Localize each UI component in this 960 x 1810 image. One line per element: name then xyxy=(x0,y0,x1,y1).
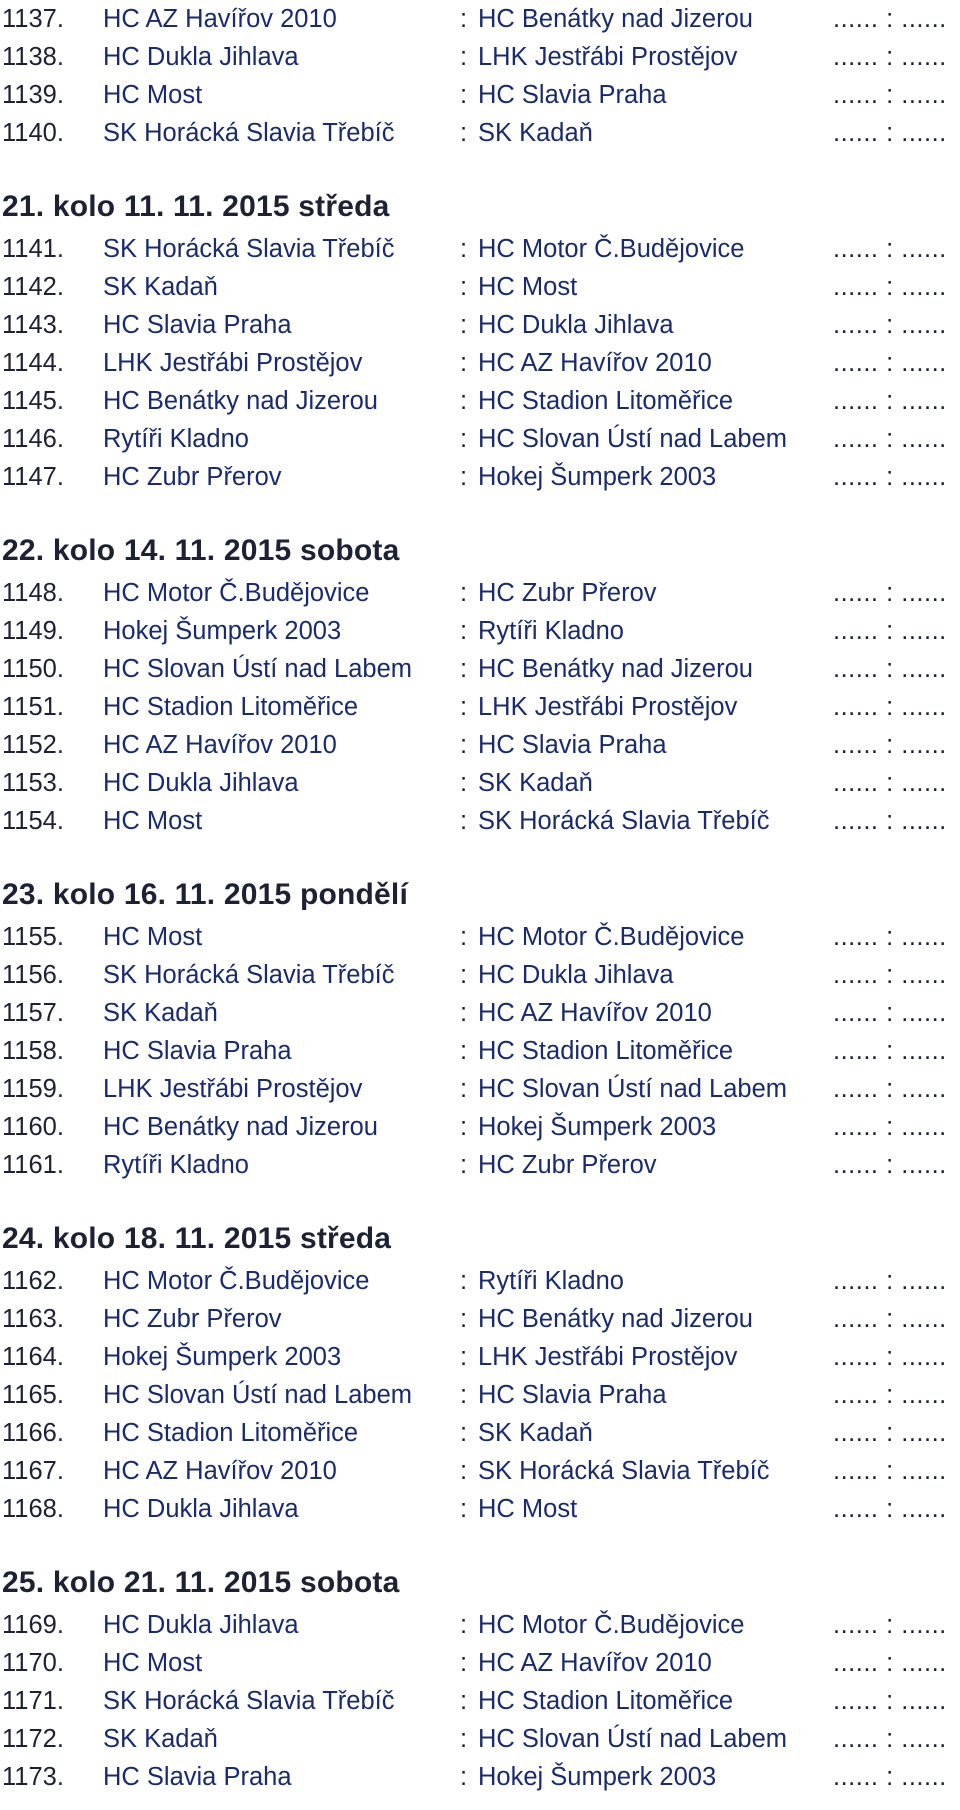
versus-separator: : xyxy=(460,1037,468,1065)
home-team: HC Dukla Jihlava xyxy=(103,769,299,797)
home-team: HC Dukla Jihlava xyxy=(103,43,299,71)
versus-separator: : xyxy=(460,1305,468,1333)
match-row xyxy=(0,76,960,114)
away-team: HC Motor Č.Budějovice xyxy=(478,1611,745,1639)
away-team: SK Horácká Slavia Třebíč xyxy=(478,807,770,835)
score-placeholder: ...... : ...... xyxy=(833,1151,947,1179)
away-team: Hokej Šumperk 2003 xyxy=(478,1763,717,1791)
home-team: HC AZ Havířov 2010 xyxy=(103,5,337,33)
match-number: 1153. xyxy=(2,769,64,797)
match-row xyxy=(0,764,960,802)
match-row xyxy=(0,306,960,344)
match-row xyxy=(0,1682,960,1720)
match-row xyxy=(0,574,960,612)
home-team: HC Motor Č.Budějovice xyxy=(103,1267,370,1295)
match-number: 1164. xyxy=(2,1343,64,1371)
score-placeholder: ...... : ...... xyxy=(833,1075,947,1103)
match-row xyxy=(0,1758,960,1796)
score-placeholder: ...... : ...... xyxy=(833,1381,947,1409)
versus-separator: : xyxy=(460,1419,468,1447)
match-number: 1146. xyxy=(2,425,64,453)
score-placeholder: ...... : ...... xyxy=(833,1113,947,1141)
versus-separator: : xyxy=(460,1687,468,1715)
match-number: 1165. xyxy=(2,1381,64,1409)
versus-separator: : xyxy=(460,999,468,1027)
match-number: 1173. xyxy=(2,1763,64,1791)
round-section xyxy=(0,528,960,840)
section-spacer xyxy=(0,496,960,528)
versus-separator: : xyxy=(460,579,468,607)
match-number: 1140. xyxy=(2,119,64,147)
match-row xyxy=(0,0,960,38)
away-team: HC Zubr Přerov xyxy=(478,579,657,607)
away-team: HC Most xyxy=(478,1495,578,1523)
home-team: SK Kadaň xyxy=(103,273,218,301)
score-placeholder: ...... : ...... xyxy=(833,349,947,377)
match-row xyxy=(0,956,960,994)
away-team: HC Benátky nad Jizerou xyxy=(478,1305,753,1333)
round-section xyxy=(0,1560,960,1796)
round-section xyxy=(0,872,960,1184)
away-team: HC Benátky nad Jizerou xyxy=(478,655,753,683)
versus-separator: : xyxy=(460,5,468,33)
away-team: LHK Jestřábi Prostějov xyxy=(478,693,738,721)
away-team: HC Slovan Ústí nad Labem xyxy=(478,425,787,453)
match-number: 1158. xyxy=(2,1037,64,1065)
match-row xyxy=(0,230,960,268)
home-team: HC Slavia Praha xyxy=(103,311,292,339)
away-team: Rytíři Kladno xyxy=(478,617,624,645)
match-row xyxy=(0,382,960,420)
match-row xyxy=(0,1376,960,1414)
home-team: HC Most xyxy=(103,923,203,951)
match-number: 1144. xyxy=(2,349,64,377)
round-heading xyxy=(0,1560,960,1606)
match-row xyxy=(0,650,960,688)
match-number: 1168. xyxy=(2,1495,64,1523)
match-row xyxy=(0,1720,960,1758)
home-team: HC Dukla Jihlava xyxy=(103,1495,299,1523)
score-placeholder: ...... : ...... xyxy=(833,961,947,989)
versus-separator: : xyxy=(460,463,468,491)
match-row xyxy=(0,420,960,458)
home-team: HC Benátky nad Jizerou xyxy=(103,1113,378,1141)
away-team: HC Stadion Litoměřice xyxy=(478,1037,734,1065)
match-row xyxy=(0,612,960,650)
match-number: 1170. xyxy=(2,1649,64,1677)
match-number: 1166. xyxy=(2,1419,64,1447)
score-placeholder: ...... : ...... xyxy=(833,1267,947,1295)
versus-separator: : xyxy=(460,1457,468,1485)
score-placeholder: ...... : ...... xyxy=(833,1763,947,1791)
away-team: HC Stadion Litoměřice xyxy=(478,387,734,415)
match-row xyxy=(0,1490,960,1528)
home-team: HC Stadion Litoměřice xyxy=(103,693,359,721)
score-placeholder: ...... : ...... xyxy=(833,1611,947,1639)
match-number: 1162. xyxy=(2,1267,64,1295)
away-team: LHK Jestřábi Prostějov xyxy=(478,1343,738,1371)
versus-separator: : xyxy=(460,1763,468,1791)
home-team: Hokej Šumperk 2003 xyxy=(103,1343,342,1371)
match-list xyxy=(0,1606,960,1796)
match-list xyxy=(0,0,960,152)
versus-separator: : xyxy=(460,1343,468,1371)
score-placeholder: ...... : ...... xyxy=(833,579,947,607)
versus-separator: : xyxy=(460,807,468,835)
match-row xyxy=(0,1108,960,1146)
match-number: 1154. xyxy=(2,807,64,835)
score-placeholder: ...... : ...... xyxy=(833,1343,947,1371)
round-heading xyxy=(0,528,960,574)
score-placeholder: ...... : ...... xyxy=(833,923,947,951)
versus-separator: : xyxy=(460,119,468,147)
away-team: HC Slavia Praha xyxy=(478,81,667,109)
away-team: HC Slavia Praha xyxy=(478,1381,667,1409)
score-placeholder: ...... : ...... xyxy=(833,463,947,491)
score-placeholder: ...... : ...... xyxy=(833,617,947,645)
away-team: HC AZ Havířov 2010 xyxy=(478,349,712,377)
round-heading-text: 22. kolo 14. 11. 2015 sobota xyxy=(2,534,400,567)
home-team: HC Most xyxy=(103,1649,203,1677)
match-row xyxy=(0,1338,960,1376)
match-row xyxy=(0,344,960,382)
versus-separator: : xyxy=(460,1075,468,1103)
match-number: 1156. xyxy=(2,961,64,989)
away-team: HC Slovan Ústí nad Labem xyxy=(478,1075,787,1103)
away-team: HC Zubr Přerov xyxy=(478,1151,657,1179)
match-number: 1161. xyxy=(2,1151,64,1179)
away-team: SK Kadaň xyxy=(478,1419,593,1447)
match-number: 1147. xyxy=(2,463,64,491)
away-team: HC Dukla Jihlava xyxy=(478,961,674,989)
versus-separator: : xyxy=(460,1649,468,1677)
home-team: HC AZ Havířov 2010 xyxy=(103,1457,337,1485)
match-row xyxy=(0,802,960,840)
match-row xyxy=(0,994,960,1032)
home-team: Rytíři Kladno xyxy=(103,425,249,453)
versus-separator: : xyxy=(460,1611,468,1639)
versus-separator: : xyxy=(460,693,468,721)
match-list xyxy=(0,230,960,496)
match-row xyxy=(0,688,960,726)
score-placeholder: ...... : ...... xyxy=(833,311,947,339)
score-placeholder: ...... : ...... xyxy=(833,387,947,415)
round-section xyxy=(0,184,960,496)
score-placeholder: ...... : ...... xyxy=(833,273,947,301)
round-heading-text: 24. kolo 18. 11. 2015 středa xyxy=(2,1222,392,1255)
score-placeholder: ...... : ...... xyxy=(833,1305,947,1333)
versus-separator: : xyxy=(460,1495,468,1523)
away-team: HC Dukla Jihlava xyxy=(478,311,674,339)
score-placeholder: ...... : ...... xyxy=(833,119,947,147)
away-team: HC Stadion Litoměřice xyxy=(478,1687,734,1715)
home-team: SK Horácká Slavia Třebíč xyxy=(103,1687,395,1715)
versus-separator: : xyxy=(460,961,468,989)
home-team: HC Benátky nad Jizerou xyxy=(103,387,378,415)
round-heading-text: 23. kolo 16. 11. 2015 pondělí xyxy=(2,878,408,911)
home-team: HC Zubr Přerov xyxy=(103,1305,282,1333)
versus-separator: : xyxy=(460,425,468,453)
match-row xyxy=(0,1070,960,1108)
match-number: 1159. xyxy=(2,1075,64,1103)
home-team: HC Slavia Praha xyxy=(103,1763,292,1791)
home-team: SK Horácká Slavia Třebíč xyxy=(103,235,395,263)
match-number: 1167. xyxy=(2,1457,64,1485)
section-spacer xyxy=(0,152,960,184)
versus-separator: : xyxy=(460,1267,468,1295)
away-team: Hokej Šumperk 2003 xyxy=(478,1113,717,1141)
match-row xyxy=(0,114,960,152)
section-spacer xyxy=(0,1528,960,1560)
versus-separator: : xyxy=(460,387,468,415)
away-team: SK Horácká Slavia Třebíč xyxy=(478,1457,770,1485)
away-team: HC Motor Č.Budějovice xyxy=(478,923,745,951)
match-row xyxy=(0,268,960,306)
home-team: SK Horácká Slavia Třebíč xyxy=(103,119,395,147)
away-team: LHK Jestřábi Prostějov xyxy=(478,43,738,71)
match-list xyxy=(0,1262,960,1528)
round-heading xyxy=(0,1216,960,1262)
versus-separator: : xyxy=(460,617,468,645)
versus-separator: : xyxy=(460,235,468,263)
home-team: HC Most xyxy=(103,807,203,835)
match-number: 1172. xyxy=(2,1725,64,1753)
match-row xyxy=(0,1414,960,1452)
versus-separator: : xyxy=(460,655,468,683)
versus-separator: : xyxy=(460,1151,468,1179)
home-team: HC AZ Havířov 2010 xyxy=(103,731,337,759)
section-spacer xyxy=(0,840,960,872)
match-row xyxy=(0,1300,960,1338)
score-placeholder: ...... : ...... xyxy=(833,999,947,1027)
match-number: 1145. xyxy=(2,387,64,415)
match-number: 1141. xyxy=(2,235,64,263)
match-list xyxy=(0,574,960,840)
round-section xyxy=(0,1216,960,1528)
match-number: 1160. xyxy=(2,1113,64,1141)
score-placeholder: ...... : ...... xyxy=(833,769,947,797)
intro-section xyxy=(0,0,960,152)
home-team: SK Horácká Slavia Třebíč xyxy=(103,961,395,989)
score-placeholder: ...... : ...... xyxy=(833,731,947,759)
match-number: 1143. xyxy=(2,311,64,339)
match-number: 1157. xyxy=(2,999,64,1027)
away-team: HC Motor Č.Budějovice xyxy=(478,235,745,263)
round-heading xyxy=(0,872,960,918)
score-placeholder: ...... : ...... xyxy=(833,81,947,109)
home-team: HC Slovan Ústí nad Labem xyxy=(103,655,412,683)
away-team: Hokej Šumperk 2003 xyxy=(478,463,717,491)
match-number: 1155. xyxy=(2,923,64,951)
score-placeholder: ...... : ...... xyxy=(833,1725,947,1753)
match-row xyxy=(0,458,960,496)
match-row xyxy=(0,1644,960,1682)
score-placeholder: ...... : ...... xyxy=(833,43,947,71)
score-placeholder: ...... : ...... xyxy=(833,425,947,453)
round-heading-text: 25. kolo 21. 11. 2015 sobota xyxy=(2,1566,400,1599)
match-number: 1139. xyxy=(2,81,64,109)
match-number: 1142. xyxy=(2,273,64,301)
match-number: 1163. xyxy=(2,1305,64,1333)
away-team: HC Slovan Ústí nad Labem xyxy=(478,1725,787,1753)
score-placeholder: ...... : ...... xyxy=(833,235,947,263)
round-heading-text: 21. kolo 11. 11. 2015 středa xyxy=(2,190,390,223)
match-number: 1151. xyxy=(2,693,64,721)
home-team: HC Dukla Jihlava xyxy=(103,1611,299,1639)
versus-separator: : xyxy=(460,81,468,109)
versus-separator: : xyxy=(460,311,468,339)
match-number: 1148. xyxy=(2,579,64,607)
versus-separator: : xyxy=(460,1725,468,1753)
score-placeholder: ...... : ...... xyxy=(833,807,947,835)
match-row xyxy=(0,1032,960,1070)
away-team: Rytíři Kladno xyxy=(478,1267,624,1295)
away-team: HC AZ Havířov 2010 xyxy=(478,999,712,1027)
away-team: HC Benátky nad Jizerou xyxy=(478,5,753,33)
score-placeholder: ...... : ...... xyxy=(833,655,947,683)
home-team: HC Zubr Přerov xyxy=(103,463,282,491)
score-placeholder: ...... : ...... xyxy=(833,1037,947,1065)
away-team: SK Kadaň xyxy=(478,119,593,147)
away-team: HC Most xyxy=(478,273,578,301)
versus-separator: : xyxy=(460,273,468,301)
home-team: SK Kadaň xyxy=(103,999,218,1027)
match-number: 1137. xyxy=(2,5,64,33)
score-placeholder: ...... : ...... xyxy=(833,1649,947,1677)
match-row xyxy=(0,726,960,764)
match-number: 1152. xyxy=(2,731,64,759)
home-team: Rytíři Kladno xyxy=(103,1151,249,1179)
versus-separator: : xyxy=(460,1381,468,1409)
match-number: 1150. xyxy=(2,655,64,683)
home-team: Hokej Šumperk 2003 xyxy=(103,617,342,645)
versus-separator: : xyxy=(460,1113,468,1141)
score-placeholder: ...... : ...... xyxy=(833,1495,947,1523)
versus-separator: : xyxy=(460,923,468,951)
versus-separator: : xyxy=(460,769,468,797)
score-placeholder: ...... : ...... xyxy=(833,693,947,721)
home-team: HC Slavia Praha xyxy=(103,1037,292,1065)
score-placeholder: ...... : ...... xyxy=(833,5,947,33)
away-team: SK Kadaň xyxy=(478,769,593,797)
home-team: SK Kadaň xyxy=(103,1725,218,1753)
match-row xyxy=(0,1262,960,1300)
home-team: HC Most xyxy=(103,81,203,109)
home-team: HC Stadion Litoměřice xyxy=(103,1419,359,1447)
match-row xyxy=(0,1146,960,1184)
match-list xyxy=(0,918,960,1184)
versus-separator: : xyxy=(460,43,468,71)
away-team: HC AZ Havířov 2010 xyxy=(478,1649,712,1677)
versus-separator: : xyxy=(460,349,468,377)
round-heading xyxy=(0,184,960,230)
match-number: 1171. xyxy=(2,1687,64,1715)
section-spacer xyxy=(0,1184,960,1216)
match-number: 1169. xyxy=(2,1611,64,1639)
home-team: LHK Jestřábi Prostějov xyxy=(103,349,363,377)
match-number: 1138. xyxy=(2,43,64,71)
score-placeholder: ...... : ...... xyxy=(833,1419,947,1447)
match-row xyxy=(0,38,960,76)
score-placeholder: ...... : ...... xyxy=(833,1687,947,1715)
match-row xyxy=(0,1606,960,1644)
match-number: 1149. xyxy=(2,617,64,645)
match-row xyxy=(0,918,960,956)
score-placeholder: ...... : ...... xyxy=(833,1457,947,1485)
away-team: HC Slavia Praha xyxy=(478,731,667,759)
versus-separator: : xyxy=(460,731,468,759)
home-team: HC Slovan Ústí nad Labem xyxy=(103,1381,412,1409)
match-row xyxy=(0,1452,960,1490)
rounds-container xyxy=(0,152,960,1796)
home-team: LHK Jestřábi Prostějov xyxy=(103,1075,363,1103)
home-team: HC Motor Č.Budějovice xyxy=(103,579,370,607)
